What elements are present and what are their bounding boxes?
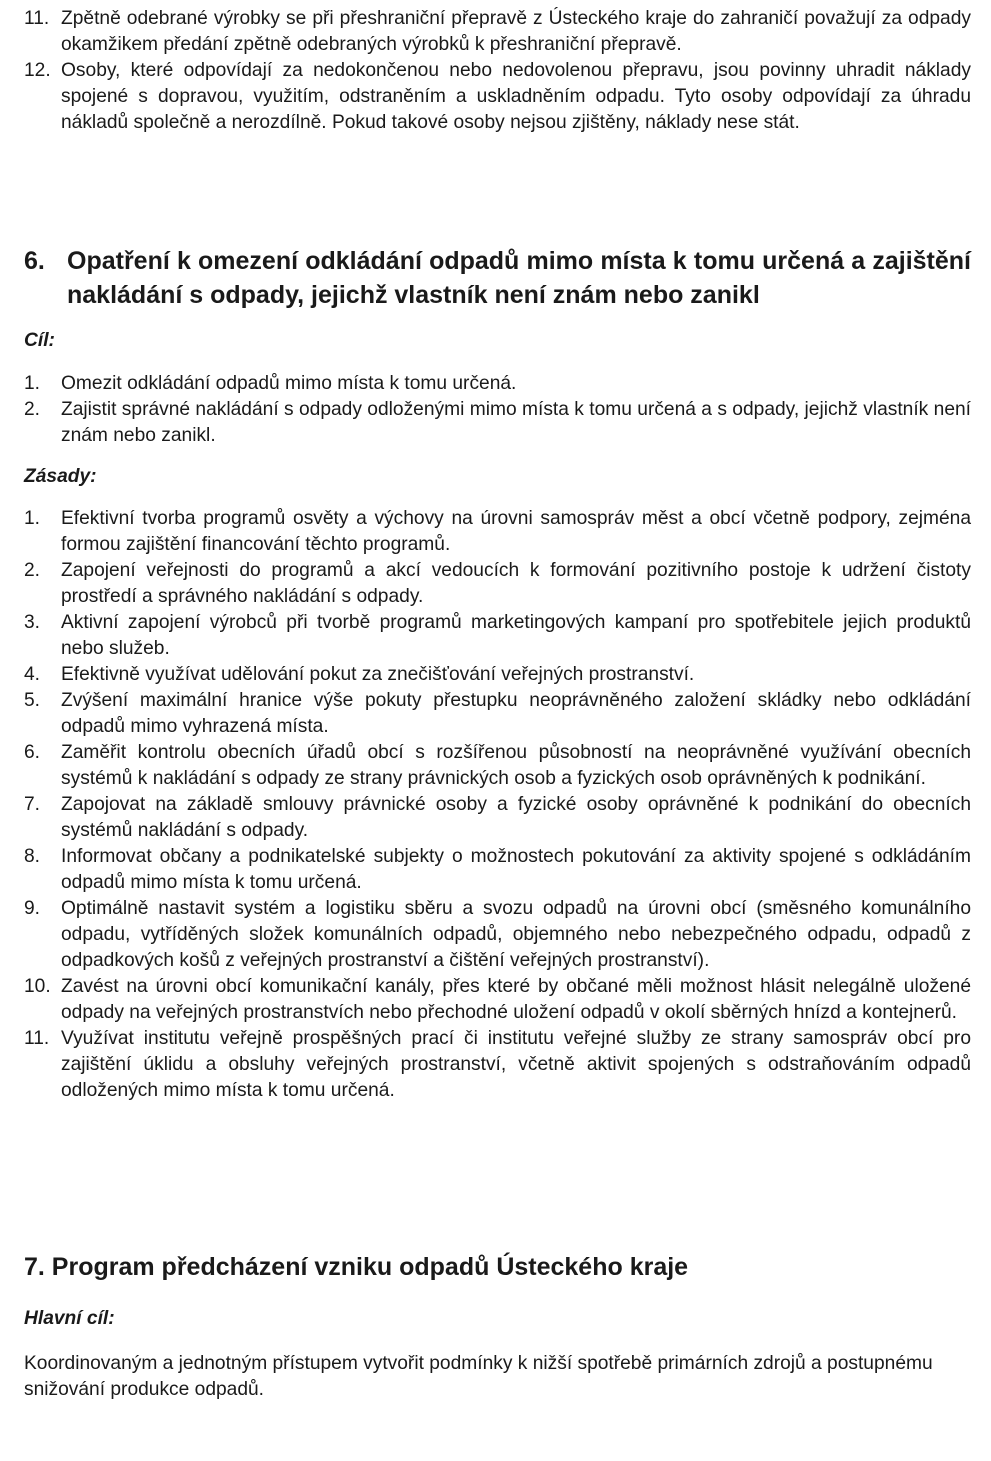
list-item-number: 1. — [24, 508, 41, 529]
list-item-number: 5. — [24, 690, 41, 711]
list-item-number: 4. — [24, 664, 41, 685]
section-6-heading — [24, 244, 971, 312]
list-item — [24, 558, 971, 610]
list-item-text: Zajistit správné nakládání s odpady odloženými mimo místa k tomu určená a s odpady, jejichž vlastník není znám nebo zanikl. — [61, 399, 971, 446]
section-6-title: Opatření k omezení odkládání odpadů mimo místa k tomu určená a zajištění nakládání s odpady, jejichž vlastník není znám nebo zanikl — [67, 247, 971, 309]
list-item-number: 7. — [24, 794, 41, 815]
list-item — [24, 896, 971, 974]
list-item-text: Zavést na úrovni obcí komunikační kanály, přes které by občané měli možnost hlásit nelegálně uložené odpady na veřejných prostranstvích nebo přechodné uložení odpadů v okolí sběrných hnízd a kontejnerů. — [61, 976, 971, 1023]
principles-list — [24, 506, 971, 1104]
main-goal-paragraph: Koordinovaným a jednotným přístupem vytvořit podmínky k nižší spotřebě primárních zdrojů a postupnému snižování produkce odpadů. — [24, 1353, 933, 1400]
list-item-text: Využívat institutu veřejně prospěšných prací či institutu veřejné služby ze strany samospráv obcí pro zajištění úklidu a obsluhy veřejných prostranství, včetně aktivit spojených s odstraňováním odpadů odložených mimo místa k tomu určená. — [61, 1028, 971, 1101]
list-item — [24, 792, 971, 844]
list-item-number: 2. — [24, 560, 41, 581]
list-item-text: Zaměřit kontrolu obecních úřadů obcí s rozšířenou působností na neoprávněné využívání obecních systémů k nakládání s odpady ze strany právnických osob a fyzických osob oprávněných k podnikání. — [61, 742, 971, 789]
section-6-number: 6. — [24, 247, 45, 275]
list-item-text: Zpětně odebrané výrobky se při přeshraniční přepravě z Ústeckého kraje do zahraničí považují za odpady okamžikem předání zpětně odebraných výrobků k přeshraniční přepravě. — [61, 8, 971, 55]
list-item-text: Osoby, které odpovídají za nedokončenou nebo nedovolenou přepravu, jsou povinny uhradit náklady spojené s dopravou, využitím, odstraněním a uskladněním odpadu. Tyto osoby odpovídají za úhradu nákladů společně a nerozdílně. Pokud takové osoby nejsou zjištěny, náklady nese stát. — [61, 60, 971, 133]
list-item-text: Zapojovat na základě smlouvy právnické osoby a fyzické osoby oprávněné k podnikání do obecních systémů nakládání s odpady. — [61, 794, 971, 841]
list-item — [24, 58, 971, 136]
list-item — [24, 506, 971, 558]
main-goal-label: Hlavní cíl: — [24, 1308, 115, 1329]
list-item-text: Aktivní zapojení výrobců při tvorbě programů marketingových kampaní pro spotřebitele jejich produktů nebo služeb. — [61, 612, 971, 659]
list-item-text: Efektivně využívat udělování pokut za znečišťování veřejných prostranství. — [61, 664, 695, 685]
list-item-number: 1. — [24, 373, 41, 394]
list-item-text: Zvýšení maximální hranice výše pokuty přestupku neoprávněného založení skládky nebo odkládání odpadů mimo vyhrazená místa. — [61, 690, 971, 737]
list-item — [24, 6, 971, 58]
list-item-text: Zapojení veřejnosti do programů a akcí vedoucích k formování pozitivního postoje k udržení čistoty prostředí a správného nakládání s odpady. — [61, 560, 971, 607]
list-item — [24, 974, 971, 1026]
list-item — [24, 844, 971, 896]
list-item-number: 2. — [24, 399, 41, 420]
list-item-number: 6. — [24, 742, 41, 763]
list-item-number: 11. — [24, 1028, 50, 1049]
goal-label: Cíl: — [24, 330, 55, 351]
list-item — [24, 1026, 971, 1104]
list-item-number: 3. — [24, 612, 41, 633]
list-item — [24, 610, 971, 662]
list-item-text: Optimálně nastavit systém a logistiku sběru a svozu odpadů na úrovni obcí (směsného komunálního odpadu, vytříděných složek komunálních odpadů, objemného nebo nebezpečného odpadu, odpadů z odpadkových košů z veřejných prostranství a čištění veřejných prostranství). — [61, 898, 971, 971]
list-item — [24, 740, 971, 792]
list-item — [24, 662, 971, 688]
list-item — [24, 688, 971, 740]
list-item-text: Omezit odkládání odpadů mimo místa k tomu určená. — [61, 373, 517, 394]
list-item — [24, 371, 971, 397]
continued-list — [24, 6, 971, 136]
list-item — [24, 397, 971, 449]
list-item-number: 12. — [24, 60, 51, 81]
list-item-number: 8. — [24, 846, 41, 867]
principles-label: Zásady: — [24, 466, 97, 487]
list-item-text: Informovat občany a podnikatelské subjekty o možnostech pokutování za aktivity spojené s odkládáním odpadů mimo místa k tomu určená. — [61, 846, 971, 893]
list-item-text: Efektivní tvorba programů osvěty a výchovy na úrovni samospráv měst a obcí včetně podpory, zejména formou zajištění financování těchto programů. — [61, 508, 971, 555]
section-7-heading: 7. Program předcházení vzniku odpadů Ústeckého kraje — [24, 1253, 689, 1281]
list-item-number: 11. — [24, 8, 50, 29]
list-item-number: 9. — [24, 898, 41, 919]
goals-list — [24, 371, 971, 449]
list-item-number: 10. — [24, 976, 51, 997]
